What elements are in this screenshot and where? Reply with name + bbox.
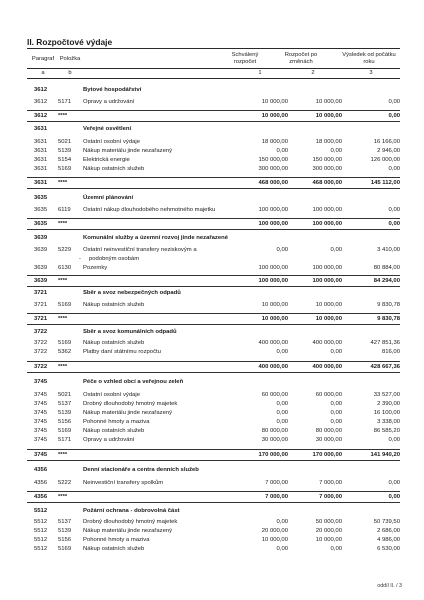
header-col-a: a: [41, 70, 45, 76]
po-zmenach-cell: 0,00: [330, 148, 342, 154]
description-cell: Opravy a udržování: [83, 437, 135, 443]
vysledek-cell: 16 100,00: [373, 410, 400, 416]
po-zmenach-cell: 60 000,00: [315, 392, 342, 398]
vysledek-cell: 0,00: [388, 113, 400, 119]
polozka-cell: 5222: [58, 480, 72, 486]
schvaleny-cell: 7 000,00: [265, 480, 288, 486]
schvaleny-cell: 18 000,00: [261, 139, 288, 145]
po-zmenach-cell: 50 000,00: [315, 519, 342, 525]
paragraf-cell: 3745: [34, 428, 48, 434]
description-cell: Nákup ostatních služeb: [83, 166, 145, 172]
paragraf-cell: 5512: [34, 508, 48, 514]
header-bottom-rule: [27, 78, 400, 79]
description-cell: Nákup materiálu jinde nezařazený: [83, 410, 173, 416]
description-cell: Neinvestiční transfery spolkům: [83, 480, 164, 486]
paragraf-cell: 3745: [34, 437, 48, 443]
table-row: [27, 479, 400, 488]
paragraf-cell: 5512: [34, 519, 48, 525]
po-zmenach-cell: 400 000,00: [312, 364, 342, 370]
paragraf-cell: 5512: [34, 537, 48, 543]
description-cell: Péče o vzhled obcí a veřejnou zeleň: [83, 379, 184, 385]
table-row: [27, 98, 400, 107]
po-zmenach-cell: 7 000,00: [319, 480, 342, 486]
paragraf-cell: 3631: [34, 148, 48, 154]
description-cell: Ostatní nákup dlouhodobého nehmotného majetku: [83, 207, 216, 213]
polozka-cell: 5169: [58, 302, 72, 308]
po-zmenach-cell: 150 000,00: [312, 157, 342, 163]
description-cell: Opravy a udržování: [83, 99, 135, 105]
polozka-cell: ****: [58, 316, 68, 322]
polozka-cell: 5171: [58, 437, 72, 443]
vysledek-cell: 2 686,00: [377, 528, 400, 534]
polozka-cell: 5021: [58, 392, 72, 398]
paragraf-cell: 3612: [34, 113, 48, 119]
table-row: [27, 301, 400, 310]
po-zmenach-cell: 7 000,00: [319, 494, 342, 500]
po-zmenach-cell: 468 000,00: [312, 180, 342, 186]
vysledek-cell: 9 830,78: [377, 316, 400, 322]
polozka-cell: 5229: [58, 247, 72, 253]
paragraf-cell: 3745: [34, 452, 48, 458]
schvaleny-cell: 300 000,00: [258, 166, 288, 172]
paragraf-cell: 3639: [34, 265, 48, 271]
vysledek-cell: 0,00: [388, 480, 400, 486]
table-row: [27, 264, 400, 273]
polozka-cell: 5362: [58, 349, 72, 355]
description-cell: Pozemky: [83, 265, 108, 271]
section-row: [27, 289, 400, 298]
schvaleny-cell: 0,00: [276, 349, 288, 355]
header-polozka: Položka: [59, 56, 81, 62]
description-cell: Územní plánování: [83, 195, 134, 201]
schvaleny-cell: 10 000,00: [261, 316, 288, 322]
subtotal-row: [27, 361, 400, 373]
subtotal-row: [27, 491, 400, 503]
schvaleny-cell: 20 000,00: [261, 528, 288, 534]
section-row: [27, 234, 400, 243]
paragraf-cell: 3745: [34, 401, 48, 407]
table-row: [27, 545, 400, 554]
schvaleny-cell: 468 000,00: [258, 180, 288, 186]
polozka-cell: 5169: [58, 428, 72, 434]
polozka-cell: 5169: [58, 340, 72, 346]
paragraf-cell: 3722: [34, 329, 48, 335]
polozka-cell: ****: [58, 221, 68, 227]
table-row: [27, 436, 400, 445]
polozka-cell: 5154: [58, 157, 72, 163]
paragraf-cell: 3631: [34, 126, 48, 132]
schvaleny-cell: 10 000,00: [261, 302, 288, 308]
vysledek-cell: 80 884,00: [373, 265, 400, 271]
description-cell: Nákup materiálu jinde nezařazený: [83, 148, 173, 154]
table-row: [27, 138, 400, 147]
po-zmenach-cell: 0,00: [330, 410, 342, 416]
description-cell: Elektrická energie: [83, 157, 130, 163]
table-row: [27, 418, 400, 427]
polozka-cell: 6130: [58, 265, 72, 271]
vysledek-cell: 145 112,00: [370, 180, 400, 186]
paragraf-cell: 3721: [34, 302, 48, 308]
section-row: [27, 194, 400, 203]
vysledek-cell: 428 667,36: [370, 364, 400, 370]
paragraf-cell: 3639: [34, 235, 48, 241]
vysledek-cell: 84 294,00: [373, 278, 400, 284]
polozka-cell: ****: [58, 364, 68, 370]
section-row: [27, 328, 400, 337]
schvaleny-cell: 400 000,00: [258, 364, 288, 370]
description-cell: Veřejné osvětlení: [83, 126, 132, 132]
paragraf-cell: 3635: [34, 207, 48, 213]
paragraf-cell: 4356: [34, 494, 48, 500]
po-zmenach-cell: 0,00: [330, 349, 342, 355]
po-zmenach-cell: 170 000,00: [312, 452, 342, 458]
polozka-cell: ****: [58, 494, 68, 500]
table-row: [27, 348, 400, 357]
description-cell: Platby daní státnímu rozpočtu: [83, 349, 161, 355]
page-title: II. Rozpočtové výdaje: [27, 37, 113, 47]
po-zmenach-cell: 20 000,00: [315, 528, 342, 534]
schvaleny-cell: 80 000,00: [261, 428, 288, 434]
polozka-cell: 5137: [58, 519, 72, 525]
po-zmenach-cell: 100 000,00: [312, 278, 342, 284]
section-row: [27, 507, 400, 516]
paragraf-cell: 3745: [34, 410, 48, 416]
paragraf-cell: 3721: [34, 316, 48, 322]
vysledek-cell: 2 390,00: [377, 401, 400, 407]
vysledek-cell: 2 946,00: [377, 148, 400, 154]
vysledek-cell: 16 166,00: [373, 139, 400, 145]
header-schvaleny: Schválený rozpočet: [231, 52, 259, 65]
schvaleny-cell: 100 000,00: [258, 265, 288, 271]
description-cell: Nákup ostatních služeb: [83, 428, 145, 434]
polozka-cell: 5139: [58, 410, 72, 416]
vysledek-cell: 4 986,00: [377, 537, 400, 543]
po-zmenach-cell: 100 000,00: [312, 221, 342, 227]
schvaleny-cell: 0,00: [276, 247, 288, 253]
vysledek-cell: 427 851,36: [370, 340, 400, 346]
header-vysledek: Výsledek od počátku roku: [342, 52, 396, 65]
description-cell: Ostatní osobní výdaje: [83, 392, 140, 398]
vysledek-cell: 33 527,00: [373, 392, 400, 398]
description-cell: Požární ochrana - dobrovolná část: [83, 508, 180, 514]
paragraf-cell: 3745: [34, 392, 48, 398]
header-col-b: b: [68, 70, 72, 76]
description-cell: Sběr a svoz nebezpečných odpadů: [83, 290, 181, 296]
po-zmenach-cell: 18 000,00: [315, 139, 342, 145]
continuation-dash: -: [79, 256, 81, 262]
paragraf-cell: 3722: [34, 340, 48, 346]
polozka-cell: 5171: [58, 99, 72, 105]
paragraf-cell: 3745: [34, 379, 48, 385]
vysledek-cell: 0,00: [388, 99, 400, 105]
paragraf-cell: 3639: [34, 247, 48, 253]
table-row: [27, 156, 400, 165]
description-cell: Nákup ostatních služeb: [83, 546, 145, 552]
paragraf-cell: 3631: [34, 180, 48, 186]
description-cell: Pohonné hmoty a maziva: [83, 419, 150, 425]
section-row: [27, 86, 400, 95]
subtotal-row: [27, 177, 400, 189]
header-col-3: 3: [369, 70, 373, 76]
po-zmenach-cell: 400 000,00: [312, 340, 342, 346]
paragraf-cell: 3612: [34, 99, 48, 105]
schvaleny-cell: 30 000,00: [261, 437, 288, 443]
description-cell: Nákup ostatních služeb: [83, 340, 145, 346]
description-cell: Drobný dlouhodobý hmotný majetek: [83, 519, 178, 525]
table-row: [27, 409, 400, 418]
schvaleny-cell: 0,00: [276, 419, 288, 425]
vysledek-cell: 126 000,00: [370, 157, 400, 163]
polozka-cell: 6119: [58, 207, 71, 213]
schvaleny-cell: 0,00: [276, 519, 288, 525]
polozka-cell: 5021: [58, 139, 72, 145]
paragraf-cell: 3639: [34, 278, 48, 284]
description-cell: podobným osobám: [89, 256, 140, 262]
polozka-cell: ****: [58, 278, 68, 284]
po-zmenach-cell: 0,00: [330, 401, 342, 407]
schvaleny-cell: 10 000,00: [261, 537, 288, 543]
schvaleny-cell: 0,00: [276, 401, 288, 407]
schvaleny-cell: 0,00: [276, 410, 288, 416]
table-row: [27, 147, 400, 156]
paragraf-cell: 3635: [34, 221, 48, 227]
schvaleny-cell: 60 000,00: [261, 392, 288, 398]
vysledek-cell: 0,00: [388, 221, 400, 227]
vysledek-cell: 0,00: [388, 166, 400, 172]
description-cell: Ostatní osobní výdaje: [83, 139, 140, 145]
description-cell: Sběr a svoz komunálních odpadů: [83, 329, 177, 335]
description-cell: Pohonné hmoty a maziva: [83, 537, 150, 543]
vysledek-cell: 0,00: [388, 207, 400, 213]
schvaleny-cell: 10 000,00: [261, 99, 288, 105]
po-zmenach-cell: 10 000,00: [315, 316, 342, 322]
schvaleny-cell: 170 000,00: [258, 452, 288, 458]
vysledek-cell: 141 940,20: [370, 452, 400, 458]
polozka-cell: ****: [58, 180, 68, 186]
table-row: [27, 536, 400, 545]
subtotal-row: [27, 110, 400, 122]
polozka-cell: 5139: [58, 148, 72, 154]
header-mid-rule: [27, 68, 400, 69]
schvaleny-cell: 150 000,00: [258, 157, 288, 163]
vysledek-cell: 3 410,00: [377, 247, 400, 253]
schvaleny-cell: 100 000,00: [258, 221, 288, 227]
vysledek-cell: 50 739,50: [373, 519, 400, 525]
paragraf-cell: 5512: [34, 546, 48, 552]
paragraf-cell: 4356: [34, 480, 48, 486]
schvaleny-cell: 400 000,00: [258, 340, 288, 346]
header-top-rule: [27, 48, 400, 49]
paragraf-cell: 3635: [34, 195, 48, 201]
description-cell: Bytové hospodářství: [83, 87, 142, 93]
paragraf-cell: 5512: [34, 528, 48, 534]
subtotal-row: [27, 275, 400, 287]
description-cell: Nákup materiálu jinde nezařazený: [83, 528, 173, 534]
vysledek-cell: 0,00: [388, 437, 400, 443]
vysledek-cell: 0,00: [388, 494, 400, 500]
po-zmenach-cell: 0,00: [330, 419, 342, 425]
page-footer: oddíl II. / 3: [377, 583, 402, 589]
subtotal-row: [27, 449, 400, 461]
schvaleny-cell: 100 000,00: [258, 278, 288, 284]
header-po-zmenach: Rozpočet po změnách: [284, 52, 318, 65]
polozka-cell: ****: [58, 452, 68, 458]
schvaleny-cell: 7 000,00: [265, 494, 288, 500]
paragraf-cell: 3721: [34, 290, 48, 296]
paragraf-cell: 4356: [34, 467, 48, 473]
vysledek-cell: 816,00: [381, 349, 400, 355]
description-cell: Ostatní neinvestiční transfery neziskovým a: [83, 247, 197, 253]
paragraf-cell: 3745: [34, 419, 48, 425]
paragraf-cell: 3631: [34, 157, 48, 163]
section-row: [27, 125, 400, 134]
vysledek-cell: 6 530,00: [377, 546, 400, 552]
table-row: [27, 165, 400, 174]
header-col-2: 2: [311, 70, 315, 76]
polozka-cell: ****: [58, 113, 68, 119]
paragraf-cell: 3722: [34, 364, 48, 370]
po-zmenach-cell: 10 000,00: [315, 99, 342, 105]
header-paragraf: Paragraf: [31, 56, 55, 62]
po-zmenach-cell: 80 000,00: [315, 428, 342, 434]
polozka-cell: 5156: [58, 537, 72, 543]
section-row: [27, 378, 400, 387]
table-row: [27, 206, 400, 215]
schvaleny-cell: 100 000,00: [258, 207, 288, 213]
description-cell: Komunální služby a územní rozvoj jinde nezařazené: [83, 235, 229, 241]
po-zmenach-cell: 300 000,00: [312, 166, 342, 172]
subtotal-row: [27, 218, 400, 230]
header-col-1: 1: [258, 70, 262, 76]
description-cell: Drobný dlouhodobý hmotný majetek: [83, 401, 178, 407]
po-zmenach-cell: 100 000,00: [312, 265, 342, 271]
table-row: [27, 339, 400, 348]
po-zmenach-cell: 10 000,00: [315, 302, 342, 308]
polozka-cell: 5169: [58, 546, 72, 552]
polozka-cell: 5156: [58, 419, 72, 425]
po-zmenach-cell: 100 000,00: [312, 207, 342, 213]
paragraf-cell: 3612: [34, 87, 48, 93]
description-cell: Nákup ostatních služeb: [83, 302, 145, 308]
description-cell: Denní stacionáře a centra denních služeb: [83, 467, 199, 473]
schvaleny-cell: 10 000,00: [261, 113, 288, 119]
schvaleny-cell: 0,00: [276, 148, 288, 154]
paragraf-cell: 3631: [34, 139, 48, 145]
po-zmenach-cell: 10 000,00: [315, 113, 342, 119]
vysledek-cell: 9 830,78: [377, 302, 400, 308]
section-row: [27, 466, 400, 475]
subtotal-row: [27, 313, 400, 325]
table-row: [27, 427, 400, 436]
polozka-cell: 5169: [58, 166, 72, 172]
vysledek-cell: 3 338,00: [377, 419, 400, 425]
table-row: [27, 400, 400, 409]
paragraf-cell: 3722: [34, 349, 48, 355]
table-row: [27, 518, 400, 527]
table-row: [27, 246, 400, 255]
vysledek-cell: 86 585,20: [373, 428, 400, 434]
po-zmenach-cell: 30 000,00: [315, 437, 342, 443]
table-row: [27, 527, 400, 536]
table-row: [27, 391, 400, 400]
po-zmenach-cell: 10 000,00: [315, 537, 342, 543]
polozka-cell: 5139: [58, 528, 72, 534]
paragraf-cell: 3631: [34, 166, 48, 172]
schvaleny-cell: 0,00: [276, 546, 288, 552]
table-row: [27, 255, 400, 264]
polozka-cell: 5137: [58, 401, 72, 407]
po-zmenach-cell: 0,00: [330, 546, 342, 552]
po-zmenach-cell: 0,00: [330, 247, 342, 253]
